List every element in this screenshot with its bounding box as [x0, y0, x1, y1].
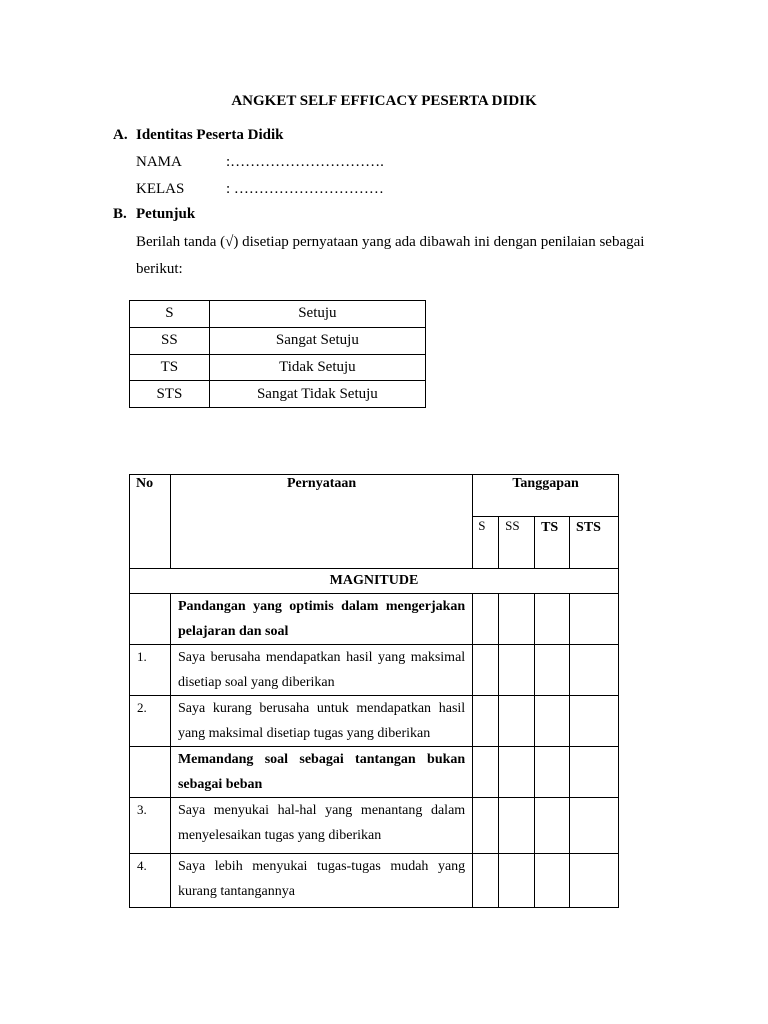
response-cell-s[interactable]: [473, 747, 499, 798]
legend-meaning: Tidak Setuju: [209, 354, 425, 381]
instruction-line-2: berikut:: [136, 261, 183, 277]
legend-row: [130, 381, 426, 408]
table-header-row: [130, 475, 619, 517]
row-statement: Saya menyukai hal-hal yang menantang dalam menyelesaikan tugas yang diberikan: [170, 798, 472, 854]
header-no: No: [130, 475, 171, 569]
legend-code: S: [130, 301, 210, 328]
legend-row: [130, 327, 426, 354]
legend-meaning: Sangat Tidak Setuju: [209, 381, 425, 408]
table-row: [130, 747, 619, 798]
legend-meaning: Sangat Setuju: [209, 327, 425, 354]
response-cell-ss[interactable]: [499, 594, 535, 645]
questionnaire-table: [129, 474, 619, 908]
response-cell-ts[interactable]: [535, 645, 570, 696]
section-row: [130, 569, 619, 594]
section-b-heading: Petunjuk: [136, 206, 196, 222]
response-cell-sts[interactable]: [570, 696, 619, 747]
response-cell-sts[interactable]: [570, 747, 619, 798]
response-cell-s[interactable]: [473, 594, 499, 645]
header-response: Tanggapan: [473, 475, 619, 517]
row-number: 4.: [130, 854, 171, 908]
header-option-ts: TS: [535, 517, 570, 569]
response-cell-sts[interactable]: [570, 594, 619, 645]
response-cell-sts[interactable]: [570, 854, 619, 908]
legend-meaning: Setuju: [209, 301, 425, 328]
row-statement: Pandangan yang optimis dalam mengerjakan pelajaran dan soal: [170, 594, 472, 645]
response-cell-ss[interactable]: [499, 696, 535, 747]
legend-row: [130, 301, 426, 328]
row-statement: Memandang soal sebagai tantangan bukan sebagai beban: [170, 747, 472, 798]
section-magnitude-title: MAGNITUDE: [130, 569, 619, 594]
response-cell-s[interactable]: [473, 645, 499, 696]
section-a-letter: A.: [113, 127, 128, 143]
response-cell-ts[interactable]: [535, 747, 570, 798]
row-number: 1.: [130, 645, 171, 696]
response-cell-ts[interactable]: [535, 594, 570, 645]
header-statement: Pernyataan: [170, 475, 472, 569]
response-cell-ss[interactable]: [499, 747, 535, 798]
row-number: 3.: [130, 798, 171, 854]
response-cell-sts[interactable]: [570, 645, 619, 696]
header-option-sts: STS: [570, 517, 619, 569]
response-cell-ss[interactable]: [499, 854, 535, 908]
response-cell-s[interactable]: [473, 798, 499, 854]
table-row: [130, 696, 619, 747]
header-option-s: S: [473, 517, 499, 569]
legend-row: [130, 354, 426, 381]
row-number: [130, 594, 171, 645]
section-b-letter: B.: [113, 206, 127, 222]
row-number: 2.: [130, 696, 171, 747]
nama-field[interactable]: :………………………….: [226, 154, 384, 170]
nama-label: NAMA: [136, 154, 182, 170]
document-title: ANGKET SELF EFFICACY PESERTA DIDIK: [231, 93, 537, 109]
legend-code: TS: [130, 354, 210, 381]
table-row: [130, 854, 619, 908]
response-cell-ts[interactable]: [535, 854, 570, 908]
kelas-field[interactable]: : …………………………: [226, 181, 384, 197]
legend-code: STS: [130, 381, 210, 408]
table-row: [130, 594, 619, 645]
instruction-line-1: Berilah tanda (√) disetiap pernyataan yang ada dibawah ini dengan penilaian sebagai: [136, 234, 645, 250]
row-statement: Saya kurang berusaha untuk mendapatkan hasil yang maksimal disetiap tugas yang diberikan: [170, 696, 472, 747]
kelas-label: KELAS: [136, 181, 185, 197]
row-number: [130, 747, 171, 798]
response-cell-ss[interactable]: [499, 798, 535, 854]
response-cell-s[interactable]: [473, 696, 499, 747]
section-a-heading: Identitas Peserta Didik: [136, 127, 284, 143]
response-cell-s[interactable]: [473, 854, 499, 908]
table-row: [130, 645, 619, 696]
row-statement: Saya berusaha mendapatkan hasil yang maksimal disetiap soal yang diberikan: [170, 645, 472, 696]
legend-code: SS: [130, 327, 210, 354]
header-option-ss: SS: [499, 517, 535, 569]
row-statement: Saya lebih menyukai tugas-tugas mudah yang kurang tantangannya: [170, 854, 472, 908]
response-cell-ts[interactable]: [535, 798, 570, 854]
response-cell-ts[interactable]: [535, 696, 570, 747]
response-cell-ss[interactable]: [499, 645, 535, 696]
rating-legend-table: [129, 300, 426, 408]
table-row: [130, 798, 619, 854]
response-cell-sts[interactable]: [570, 798, 619, 854]
